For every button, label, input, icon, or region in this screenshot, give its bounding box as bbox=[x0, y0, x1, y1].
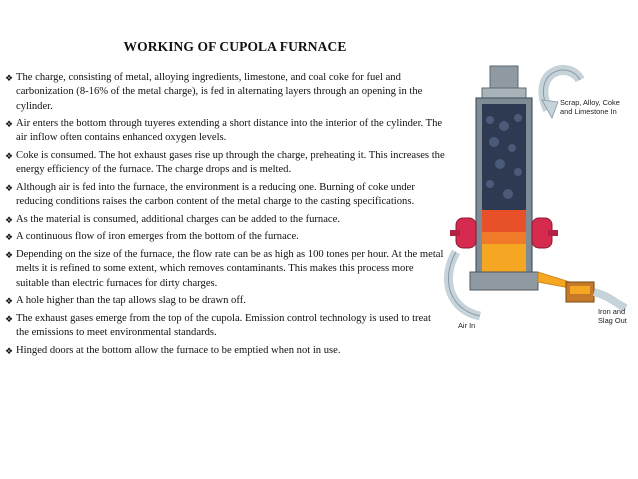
diamond-bullet-icon: ❖ bbox=[5, 345, 14, 356]
list-item-text: Hinged doors at the bottom allow the furnace to be emptied when not in use. bbox=[16, 344, 341, 356]
list-item bbox=[5, 213, 445, 227]
diamond-bullet-icon: ❖ bbox=[5, 214, 14, 225]
list-item-text: A continuous flow of iron emerges from the bottom of the furnace. bbox=[16, 231, 299, 243]
list-item-text: Depending on the size of the furnace, the flow rate can be as high as 100 tones per hour. At the metal melts it is refined to some extent, which removes contaminants. This makes this process more suitable than electric furnaces for dirty charges. bbox=[16, 249, 444, 289]
list-item bbox=[5, 312, 445, 341]
list-item bbox=[5, 149, 445, 178]
bullet-list bbox=[5, 71, 445, 361]
list-item bbox=[5, 294, 445, 308]
charge-label-line1: Scrap, Alloy, Coke bbox=[560, 98, 620, 107]
diamond-bullet-icon: ❖ bbox=[5, 250, 14, 261]
diamond-bullet-icon: ❖ bbox=[5, 73, 14, 83]
iron-out-label-line1: Iron and bbox=[598, 307, 626, 316]
list-item-text: Coke is consumed. The hot exhaust gases rise up through the charge, preheating it. This increases the energy efficiency of the furnace. The charge drops and is melted. bbox=[16, 150, 445, 176]
diamond-bullet-icon: ❖ bbox=[5, 151, 14, 162]
page-title: WORKING OF CUPOLA FURNACE bbox=[123, 39, 347, 54]
diamond-bullet-icon: ❖ bbox=[5, 313, 14, 324]
cupola-furnace-diagram bbox=[420, 60, 638, 330]
list-item-text: The charge, consisting of metal, alloying ingredients, limestone, and coal coke for fuel and carbonization (8-16% of the metal charge), is fed in alternating layers through an opening in the cylinder. bbox=[16, 72, 423, 112]
list-item bbox=[5, 181, 445, 210]
diamond-bullet-icon: ❖ bbox=[5, 182, 14, 193]
diamond-bullet-icon: ❖ bbox=[5, 296, 14, 307]
iron-out-arrow bbox=[594, 292, 626, 308]
list-item-text: Air enters the bottom through tuyeres extending a short distance into the interior of the cylinder. The air inflow often contains enhanced oxygen levels. bbox=[16, 118, 443, 144]
list-item bbox=[5, 117, 445, 146]
tap-spout bbox=[538, 272, 570, 288]
list-item bbox=[5, 248, 445, 291]
list-item-text: The exhaust gases emerge from the top of the cupola. Emission control technology is used to treat the emissions to meet environmental standards. bbox=[16, 312, 431, 339]
list-item bbox=[5, 230, 445, 244]
air-in-label: Air In bbox=[458, 321, 476, 330]
list-item bbox=[5, 344, 445, 358]
molten-metal-pool bbox=[482, 244, 526, 272]
iron-out-label-line2: Slag Out bbox=[598, 316, 627, 325]
diamond-bullet-icon: ❖ bbox=[5, 232, 14, 243]
list-item-text: A hole higher than the tap allows slag to be drawn off. bbox=[16, 295, 246, 307]
furnace-base bbox=[470, 272, 538, 290]
list-item-text: As the material is consumed, additional charges can be added to the furnace. bbox=[16, 213, 340, 225]
diamond-bullet-icon: ❖ bbox=[5, 119, 14, 130]
charge-label-line2: and Limestone In bbox=[560, 107, 617, 116]
list-item bbox=[5, 71, 445, 114]
furnace-stack bbox=[490, 66, 518, 90]
list-item-text: Although air is fed into the furnace, the environment is a reducing one. Burning of coke under reducing conditions raises the carbon content of the metal charge to the casting specifications. bbox=[16, 181, 415, 208]
